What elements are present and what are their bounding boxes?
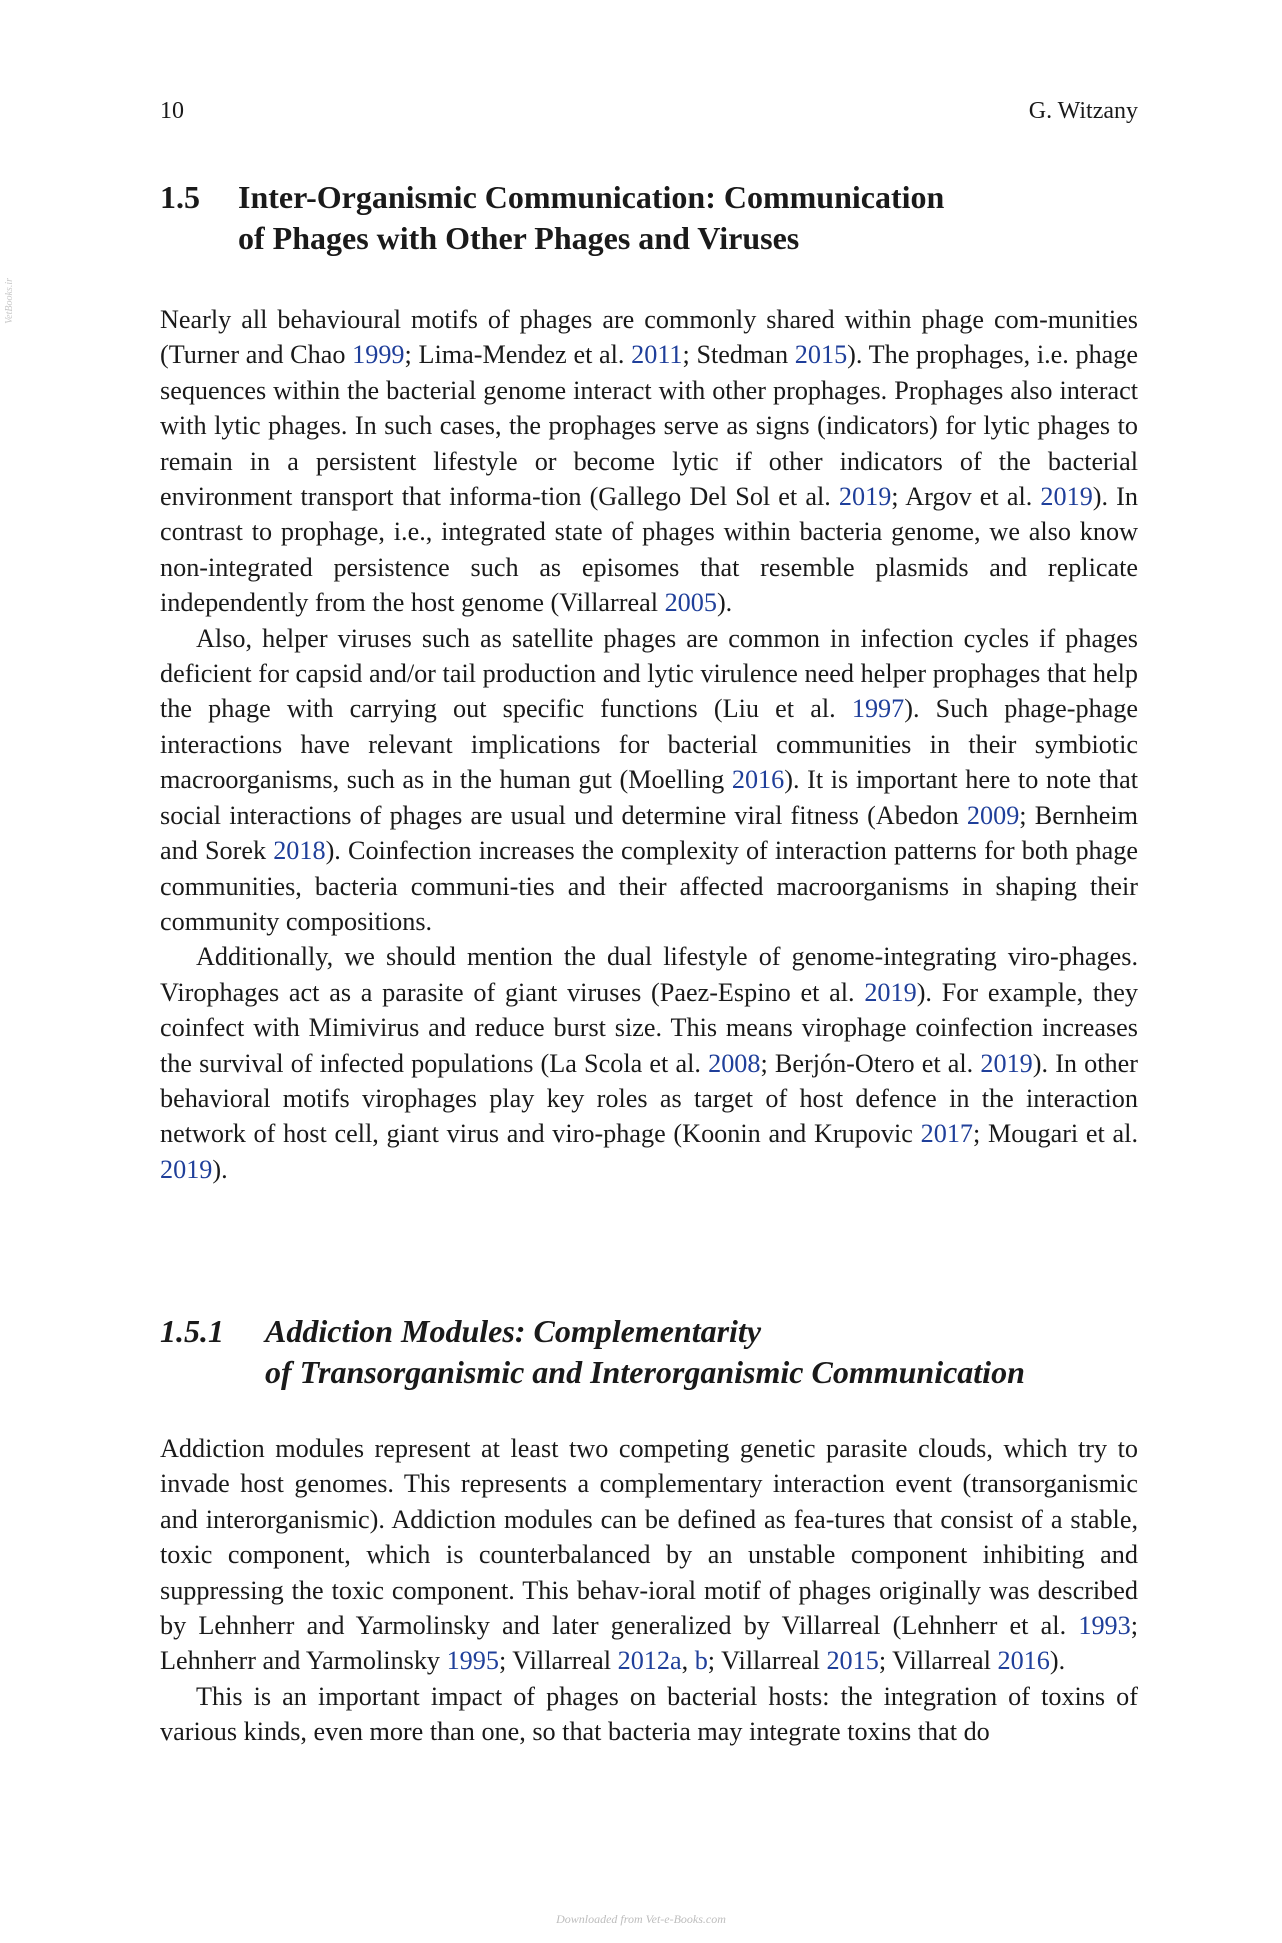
- footer-watermark: Downloaded from Vet-e-Books.com: [556, 1912, 726, 1926]
- page-number: 10: [160, 98, 184, 124]
- subsection-title: [265, 1311, 1025, 1393]
- paragraph-text: ).: [716, 588, 733, 618]
- paragraph: [160, 939, 1138, 1187]
- section-heading: [160, 177, 1138, 259]
- paragraph-text: ). In other behavioral motifs virophages play key roles as target of host defence in the interaction network of host cell, giant virus and viro-phage (Koonin and Krupovic: [160, 1048, 1138, 1149]
- paragraph-text: ; Villarreal: [707, 1646, 827, 1676]
- paragraph-text: ; Lima-Mendez et al.: [404, 340, 632, 370]
- paragraph-text: Addiction modules represent at least two competing genetic parasite clouds, which try to invade host genomes. This represents a complementary interaction event (transorganismic and interorganismic). Addiction modules can be defined as fea-tures that consist of a stable, toxic component, which is counterbalanced by an unstable component inhibiting and suppressing the toxic component. This behav-ioral motif of phages originally was described by Lehnherr and Yarmolinsky and later generalized by Villarreal (Lehnherr et al.: [160, 1434, 1138, 1641]
- subsection-title-line-1: Addiction Modules: Complementarity: [265, 1313, 762, 1349]
- section-title-line-2: of Phages with Other Phages and Viruses: [238, 220, 800, 256]
- citation-link[interactable]: 2019: [1040, 482, 1093, 512]
- paragraph-text: ; Lehnherr and Yarmolinsky: [160, 1611, 1138, 1676]
- citation-link[interactable]: 2018: [273, 836, 326, 866]
- paragraph-text: ). Coinfection increases the complexity of interaction patterns for both phage communities, bacteria communi-ties and their affected macroorganisms in shaping their community compositions.: [160, 836, 1138, 936]
- section-number: 1.5: [160, 179, 200, 215]
- paragraph: [160, 302, 1138, 621]
- paragraph: [160, 621, 1138, 940]
- paragraph-text: ; Bernheim and Sorek: [160, 800, 1138, 866]
- paragraph-text: ; Villarreal: [878, 1646, 998, 1676]
- citation-link[interactable]: 2005: [664, 588, 717, 618]
- running-head: [160, 98, 1138, 125]
- section-title: [238, 177, 944, 259]
- subsection-number: 1.5.1: [160, 1313, 224, 1349]
- citation-link[interactable]: 1997: [851, 694, 905, 724]
- section-title-line-1: Inter-Organismic Communication: Communication: [238, 179, 945, 215]
- paragraph-text: ). Such phage-phage interactions have relevant implications for bacterial communities in their symbiotic macroorganisms, such as in the human gut (Moelling: [160, 694, 1139, 795]
- citation-link[interactable]: 2009: [966, 800, 1020, 830]
- paragraph-text: Nearly all behavioural motifs of phages are commonly shared within phage com-munities (Turner and Chao: [160, 305, 1138, 370]
- paragraph-text: ). In contrast to prophage, i.e., integrated state of phages within bacteria genome, we also know non-integrated persistence such as episomes that resemble plasmids and replicate independently from the host genome (Villarreal: [160, 482, 1138, 618]
- paragraph-text: ; Mougari et al.: [973, 1119, 1138, 1149]
- side-watermark: VetBooks.ir: [4, 278, 15, 324]
- running-author: G. Witzany: [1028, 98, 1138, 124]
- citation-link[interactable]: 2019: [864, 977, 917, 1007]
- citation-link[interactable]: 2017: [920, 1119, 973, 1149]
- citation-link[interactable]: 2019: [160, 1154, 213, 1184]
- citation-link[interactable]: 1995: [446, 1646, 499, 1676]
- paragraph: [160, 1431, 1138, 1679]
- paragraph-text: ). It is important here to note that social interactions of phages are usual und determine viral fitness (Abedon: [160, 765, 1138, 830]
- section-body: [160, 302, 1138, 1187]
- subsection-body: [160, 1431, 1138, 1750]
- subsection-heading: [160, 1311, 1138, 1393]
- paragraph-text: ). For example, they coinfect with Mimivirus and reduce burst size. This means virophage coinfection increases the survival of infected populations (La Scola et al.: [160, 977, 1138, 1078]
- paragraph-text: ; Berjón-Otero et al.: [760, 1048, 981, 1078]
- citation-link[interactable]: 1993: [1078, 1611, 1131, 1641]
- paragraph-text: This is an important impact of phages on bacterial hosts: the integration of toxins of various kinds, even more than one, so that bacteria may integrate toxins that do: [160, 1681, 1138, 1747]
- paragraph-text: ).: [212, 1154, 228, 1184]
- paragraph-text: ; Villarreal: [498, 1646, 618, 1676]
- citation-link[interactable]: 2019: [980, 1048, 1033, 1078]
- citation-link[interactable]: 2012a: [617, 1646, 682, 1676]
- paragraph-text: ; Stedman: [682, 340, 795, 370]
- paragraph-text: ). The prophages, i.e. phage sequences within the bacterial genome interact with other prophages. Prophages also interact with lytic phages. In such cases, the prophages serve as signs (indicators) for lytic phages to remain in a persistent lifestyle or become lytic if other indicators of the bacterial environment transport that informa-tion (Gallego Del Sol et al.: [160, 340, 1139, 512]
- paragraph-text: ; Argov et al.: [891, 482, 1041, 512]
- citation-link[interactable]: 2019: [838, 482, 892, 512]
- citation-link[interactable]: 2016: [731, 765, 785, 795]
- citation-link[interactable]: 1999: [352, 340, 405, 370]
- citation-link[interactable]: 2015: [826, 1646, 879, 1676]
- paragraph-text: Also, helper viruses such as satellite phages are common in infection cycles if phages deficient for capsid and/or tail production and lytic virulence need helper prophages that help the phage with carrying out specific functions (Liu et al.: [160, 623, 1138, 724]
- citation-link[interactable]: b: [694, 1646, 708, 1676]
- citation-link[interactable]: 2008: [708, 1048, 761, 1078]
- citation-link[interactable]: 2015: [794, 340, 848, 370]
- citation-link[interactable]: 2011: [631, 340, 683, 370]
- paragraph: [160, 1679, 1138, 1750]
- paragraph-text: Additionally, we should mention the dual lifestyle of genome-integrating viro-phages. Virophages act as a parasite of giant viruses (Paez-Espino et al.: [160, 942, 1138, 1007]
- paragraph-text: ,: [681, 1646, 695, 1676]
- subsection-title-line-2: of Transorganismic and Interorganismic Communication: [265, 1354, 1025, 1390]
- paragraph-text: ).: [1049, 1646, 1066, 1676]
- citation-link[interactable]: 2016: [997, 1646, 1050, 1676]
